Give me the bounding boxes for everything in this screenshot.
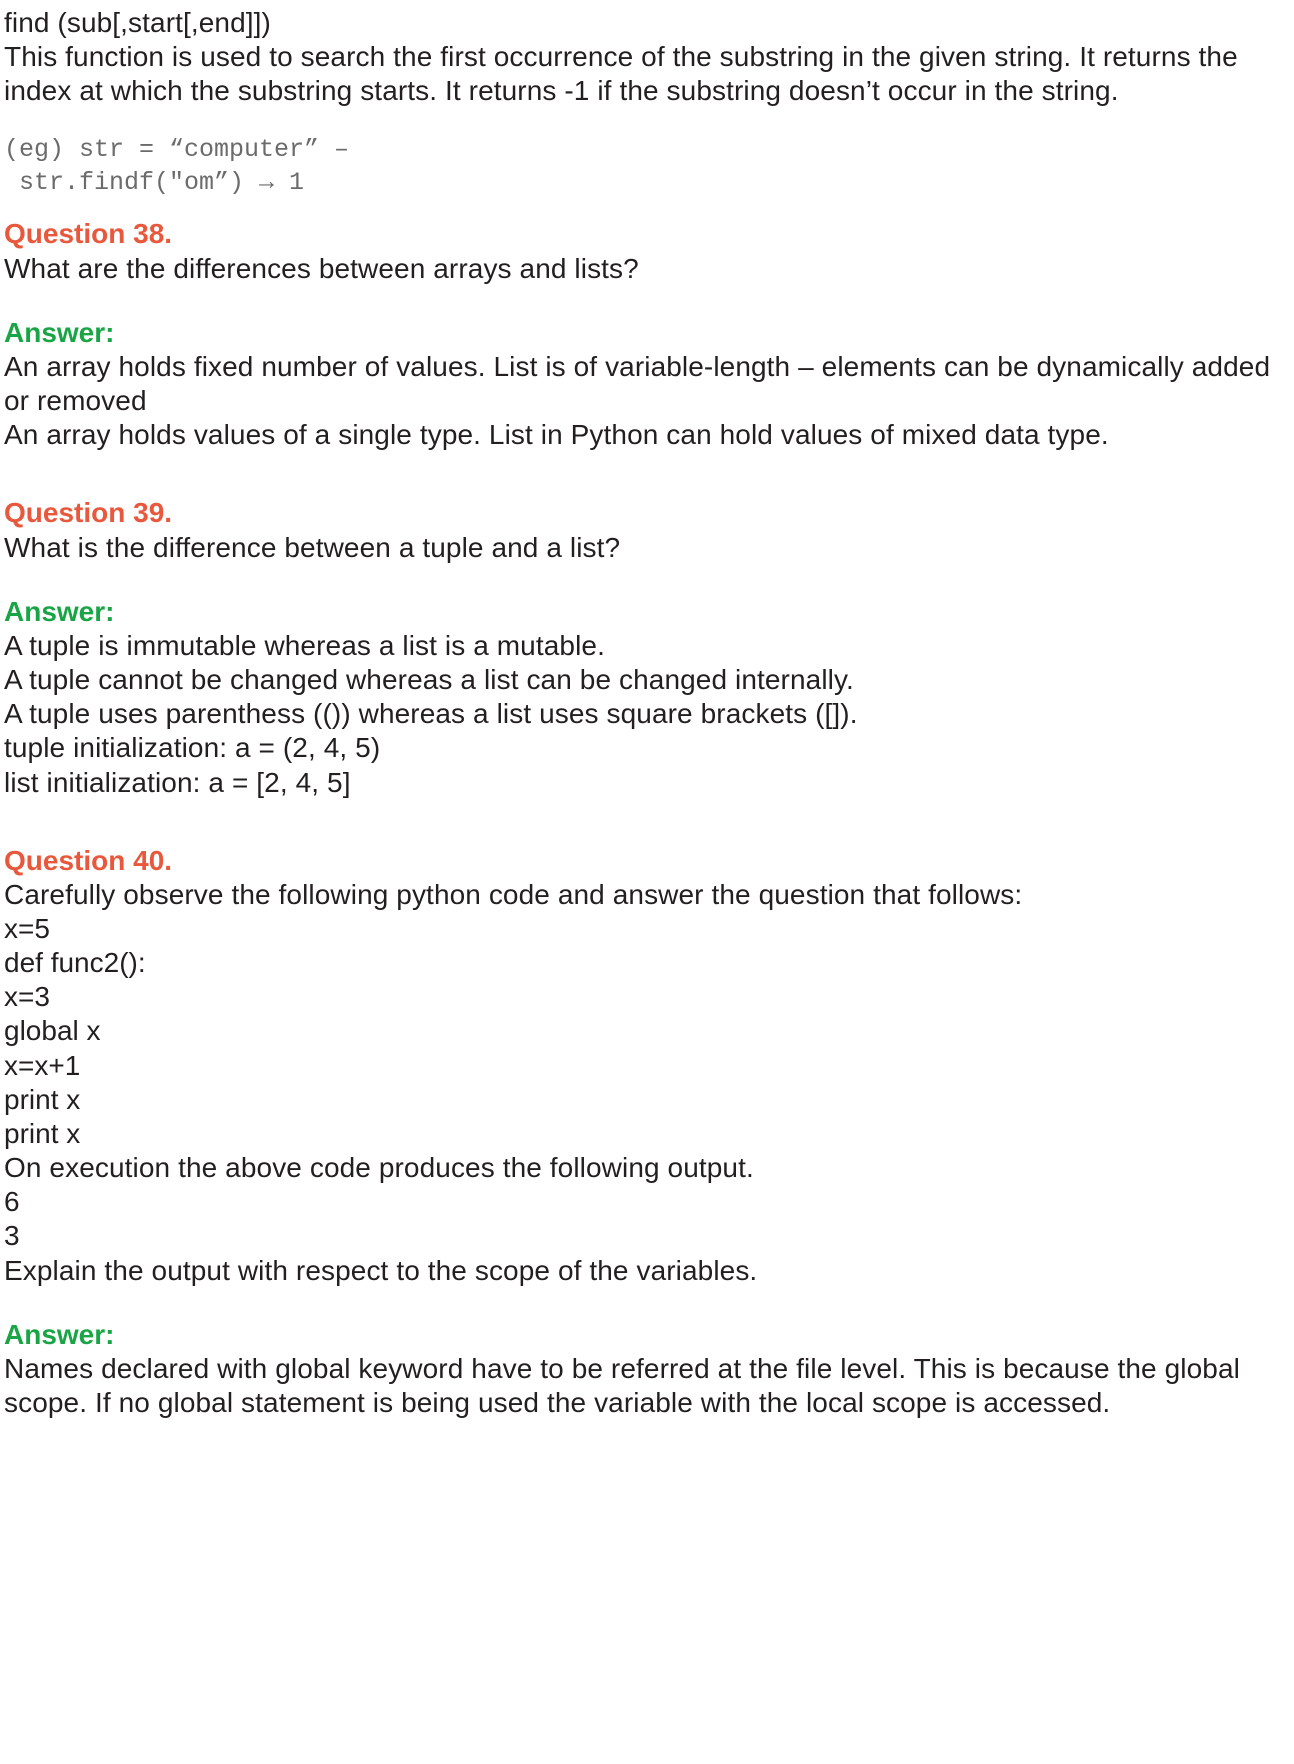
answer-line: A tuple uses parenthess (()) whereas a list uses square brackets ([]).	[4, 698, 858, 730]
output-line: 3	[4, 1220, 20, 1252]
output-intro: On execution the above code produces the following output.	[4, 1152, 754, 1184]
answer-line: A tuple is immutable whereas a list is a mutable.	[4, 629, 605, 661]
question-closing: Explain the output with respect to the scope of the variables.	[4, 1254, 758, 1286]
question-code-line: global x	[4, 1015, 101, 1047]
answer-line: list initialization: a = [2, 4, 5]	[4, 766, 351, 798]
answer-heading-38: Answer:	[4, 316, 115, 348]
question-code-line: x=x+1	[4, 1049, 81, 1081]
answer-line: Names declared with global keyword have to be referred at the file level. This is because the global scope. If no global statement is being used the variable with the local scope is accessed.	[4, 1352, 1240, 1418]
answer-line: A tuple cannot be changed whereas a list can be changed internally.	[4, 664, 854, 696]
question-prompt-39: What is the difference between a tuple and a list?	[4, 531, 621, 563]
question-heading-39: Question 39.	[4, 497, 173, 529]
function-signature: find (sub[,start[,end]])	[4, 7, 271, 38]
answer-line: An array holds fixed number of values. List is of variable-length – elements can be dynamically added or removed	[4, 350, 1271, 417]
answer-line: tuple initialization: a = (2, 4, 5)	[4, 732, 381, 764]
question-heading-40: Question 40.	[4, 844, 173, 876]
function-description: This function is used to search the first occurrence of the substring in the given string. It returns the index at which the substring starts. It returns -1 if the substring doesn’t occur in the string.	[4, 41, 1238, 107]
output-line: 6	[4, 1186, 20, 1218]
code-line: str.findf("om”) → 1	[4, 167, 305, 197]
answer-line: An array holds values of a single type. List in Python can hold values of mixed data type.	[4, 419, 1109, 451]
example-code-block	[4, 134, 1272, 199]
question-prompt-38: What are the differences between arrays and lists?	[4, 252, 639, 284]
question-code-line: x=5	[4, 912, 50, 944]
answer-heading-40: Answer:	[4, 1318, 115, 1350]
question-prompt-40: Carefully observe the following python code and answer the question that follows:	[4, 878, 1023, 910]
question-code-line: x=3	[4, 981, 50, 1013]
question-code-line: print x	[4, 1083, 81, 1115]
answer-heading-39: Answer:	[4, 595, 115, 627]
question-code-line: print x	[4, 1117, 81, 1149]
question-code-line: def func2():	[4, 947, 146, 979]
code-line: (eg) str = “computer” –	[4, 135, 350, 165]
question-heading-38: Question 38.	[4, 218, 173, 250]
